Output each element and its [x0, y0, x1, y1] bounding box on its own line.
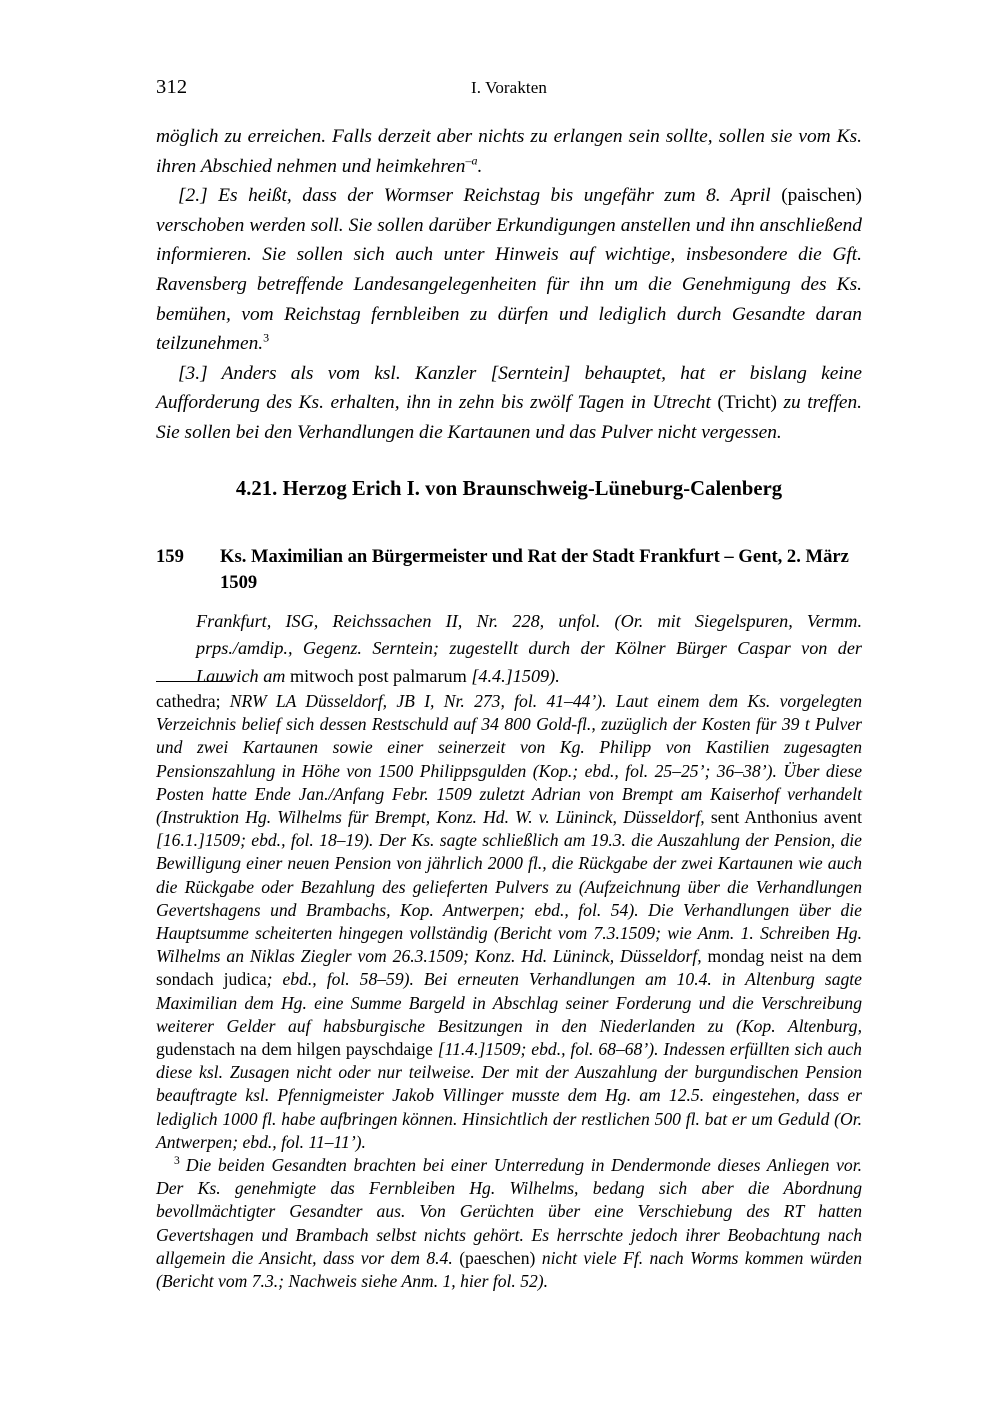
footnote-continued: cathedra; NRW LA Düsseldorf, JB I, Nr. 273, fol. 41–44’). Laut einem dem Ks. vorgelegten Verzeichnis belief sich dessen Restschuld auf 34 800 Gold-fl., zuzüglich der Kosten für 39 t Pulver und zwei Kartaunen sowie einer seinerzeit von Kg. Philipp von Kastilien zugesagten Pensionszahlung in Höhe von 1500 Philippsgulden (Kop.; ebd., fol. 25–25’; 36–38’). Über diese Posten hatte Ende Jan./Anfang Febr. 1509 zuletzt Adrian von Brempt am Kaiserhof verhandelt (Instruktion Hg. Wilhelms für Brempt, Konz. Hd. W. v. Lüninck, Düsseldorf, sent Anthonius avent [16.1.]1509; ebd., fol. 18–19). Der Ks. sagte schließlich am 19.3. die Auszahlung der Pension, die Bewilligung einer neuen Pension von jährlich 2000 fl., die Rückgabe der zwei Kartaunen wie auch die Rückgabe oder Bezahlung des gelieferten Pulvers zu (Aufzeichnung über die Verhandlungen Gevertshagens und Brambachs, Kop. Antwerpen; ebd., fol. 54). Die Verhandlungen über die Hauptsumme scheiterten hingegen vollständig (Bericht vom 7.3.1509; wie Anm. 1. Schreiben Hg. Wilhelms an Niklas Ziegler vom 26.3.1509; Konz. Hd. Lüninck, Düsseldorf, mondag neist na dem sondach judica; ebd., fol. 58–59). Bei erneuten Verhandlungen am 10.4. in Altenburg sagte Maximilian dem Hg. eine Summe Bargeld in Abschlag seiner Forderung und die Verschreibung weiterer Gelder auf habsburgische Besitzungen in den Niederlanden zu (Kop. Altenburg, gudenstach na dem hilgen payschdaige [11.4.]1509; ebd., fol. 68–68’). Indessen erfüllten sich auch diese ksl. Zusagen nicht oder nur teilweise. Der mit der Auszahlung der burgundischen Pension beauftragte ksl. Pfennigmeister Jakob Villinger musste dem Hg. am 12.5. eingestehen, dass er lediglich 1000 fl. habe aufbringen können. Hinsichtlich der restlichen 500 fl. bat er um Geduld (Or. Antwerpen; ebd., fol. 11–11’). — [156, 691, 863, 1152]
document-entry — [156, 544, 862, 690]
footnote-3-text: Die beiden Gesandten brachten bei einer Unterredung in Dendermonde dieses Anliegen vor. Der Ks. genehmigte das Fernbleiben Hg. Wilhelms, bedang sich aber die Abordnung bevollmächtigter Gesandter aus. Von Gerüchten über eine Verschiebung des RT hatten Gevertshagen und Brambach selbst nichts gehört. Es herrschte jedoch ihrer Beobachtung nach allgemein die Ansicht, dass vor dem 8.4. (paeschen) nicht viele Ff. nach Worms kommen würden (Bericht vom 7.3.; Nachweis siehe Anm. 1, hier fol. 52). — [156, 1155, 863, 1292]
running-head — [156, 76, 862, 100]
paragraph-continued: möglich zu erreichen. Falls derzeit aber nichts zu erlangen sein sollte, sollen sie vom Ks. ihren Abschied nehmen und heimkehren$^{-a}$. — [156, 126, 862, 177]
page-number: 312 — [156, 76, 188, 98]
footnote-3 — [156, 1154, 862, 1293]
document-number: 159 — [156, 546, 184, 567]
footnote-separator-rule — [156, 681, 232, 682]
paragraph-3: [3.] Anders als vom ksl. Kanzler [Serntein] behauptet, hat er bislang keine Aufforderung des Ks. erhalten, ihn in zehn bis zwölf Tagen in Utrecht (Tricht) zu treffen. Sie sollen bei den Verhandlungen die Kartaunen und das Pulver nicht vergessen. — [156, 362, 862, 443]
document-heading — [156, 544, 862, 596]
document-source-note: Frankfurt, ISG, Reichssachen II, Nr. 228, unfol. (Or. mit Siegelspuren, Vermm. prps./amdip., Gegenz. Serntein; zugestellt durch der Kölner Bürger Caspar von der Lauwich am mitwoch post palmarum [4.4.]1509). — [196, 611, 862, 686]
paragraph-2: [2.] Es heißt, dass der Wormser Reichstag bis ungefähr zum 8. April (paischen) verschoben werden soll. Sie sollen darüber Erkundigungen anstellen und ihn anschließend informieren. Sie sollen sich auch unter Hinweis auf wichtige, insbesondere die Gft. Ravensberg betreffende Landesangelegenheiten für ihn um die Genehmigung des Ks. bemühen, vom Reichstag fernbleiben zu dürfen und lediglich durch Gesandte daran teilzunehmen.$^3$ — [156, 185, 862, 355]
body-text — [156, 122, 862, 448]
section-heading: 4.21. Herzog Erich I. von Braunschweig-Lüneburg-Calenberg — [235, 478, 783, 500]
footnote-marker: 3 — [174, 1154, 180, 1168]
footnote-block — [156, 690, 862, 1293]
document-title: Ks. Maximilian an Bürgermeister und Rat der Stadt Frankfurt – Gent, 2. März 1509 — [220, 546, 849, 593]
running-head-title: I. Vorakten — [470, 78, 547, 97]
